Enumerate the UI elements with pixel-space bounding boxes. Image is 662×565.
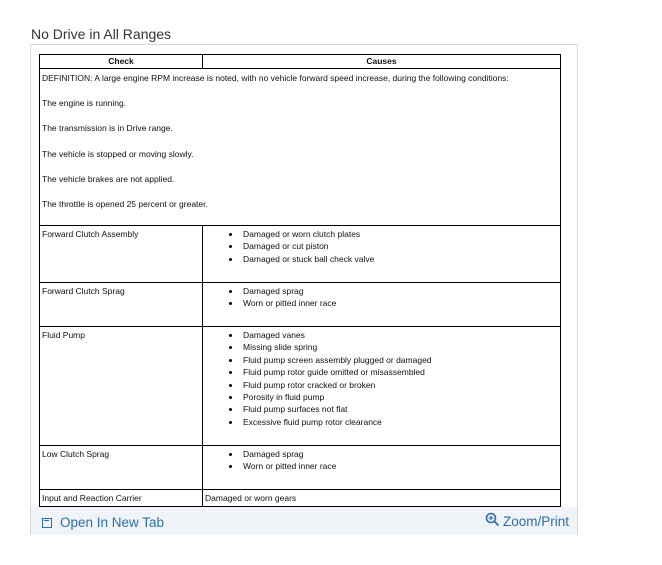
cause-item: Damaged sprag (205, 448, 558, 460)
definition-row (40, 69, 561, 226)
condition-text: The vehicle is stopped or moving slowly. (42, 148, 194, 159)
condition-text: The vehicle brakes are not applied. (42, 173, 175, 184)
causes-cell (203, 327, 561, 446)
cause-item: Damaged vanes (205, 329, 558, 341)
causes-list (205, 329, 558, 428)
open-in-new-tab-link[interactable] (42, 515, 164, 530)
cause-item: Damaged or stuck ball check valve (205, 253, 558, 265)
zoom-print-label: Zoom/Print (502, 513, 569, 529)
cause-item: Fluid pump surfaces not flat (205, 403, 558, 415)
cause-item: Excessive fluid pump rotor clearance (205, 416, 558, 428)
causes-cell (203, 226, 561, 283)
table-row (40, 226, 561, 283)
cause-item: Porosity in fluid pump (205, 391, 558, 403)
causes-cell (203, 446, 561, 490)
causes-list (205, 228, 558, 265)
diagnosis-table (39, 54, 561, 507)
causes-column-header: Causes (203, 55, 561, 69)
magnifier-icon (485, 512, 500, 530)
causes-cell (203, 283, 561, 327)
document-frame (30, 44, 578, 535)
cause-item: Fluid pump rotor cracked or broken (205, 379, 558, 391)
cause-item: Damaged sprag (205, 285, 558, 297)
zoom-print-link[interactable] (485, 512, 569, 530)
definition-cell (40, 69, 561, 226)
cause-item: Damaged or worn clutch plates (205, 228, 558, 240)
open-in-new-tab-icon (42, 518, 52, 528)
page-title: No Drive in All Ranges (31, 26, 172, 42)
cause-item: Missing slide spring (205, 341, 558, 353)
causes-cell: Damaged or worn gears (203, 490, 561, 507)
cause-item: Fluid pump screen assembly plugged or damaged (205, 354, 558, 366)
open-in-new-tab-label: Open In New Tab (60, 515, 165, 530)
cause-item: Worn or pitted inner race (205, 460, 558, 472)
check-cell: Forward Clutch Assembly (40, 226, 203, 283)
causes-list (205, 448, 558, 473)
cause-item: Fluid pump rotor guide omitted or misassembled (205, 366, 558, 378)
condition-text: The throttle is opened 25 percent or greater. (42, 198, 208, 209)
condition-text: The engine is running. (42, 98, 127, 109)
check-column-header: Check (40, 55, 203, 69)
cause-item: Damaged or cut piston (205, 240, 558, 252)
table-header-row (40, 55, 561, 69)
table-row (40, 490, 561, 507)
check-cell: Forward Clutch Sprag (40, 283, 203, 327)
check-cell: Low Clutch Sprag (40, 446, 203, 490)
table-row (40, 327, 561, 446)
definition-text: DEFINITION: A large engine RPM increase is noted, with no vehicle forward speed increase, during the following conditions: (42, 73, 509, 83)
check-cell: Input and Reaction Carrier (40, 490, 203, 507)
table-row (40, 446, 561, 490)
condition-text: The transmission is in Drive range. (42, 123, 173, 134)
table-row (40, 283, 561, 327)
check-cell: Fluid Pump (40, 327, 203, 446)
causes-list (205, 285, 558, 310)
cause-item: Worn or pitted inner race (205, 297, 558, 309)
document-footer (31, 507, 577, 535)
